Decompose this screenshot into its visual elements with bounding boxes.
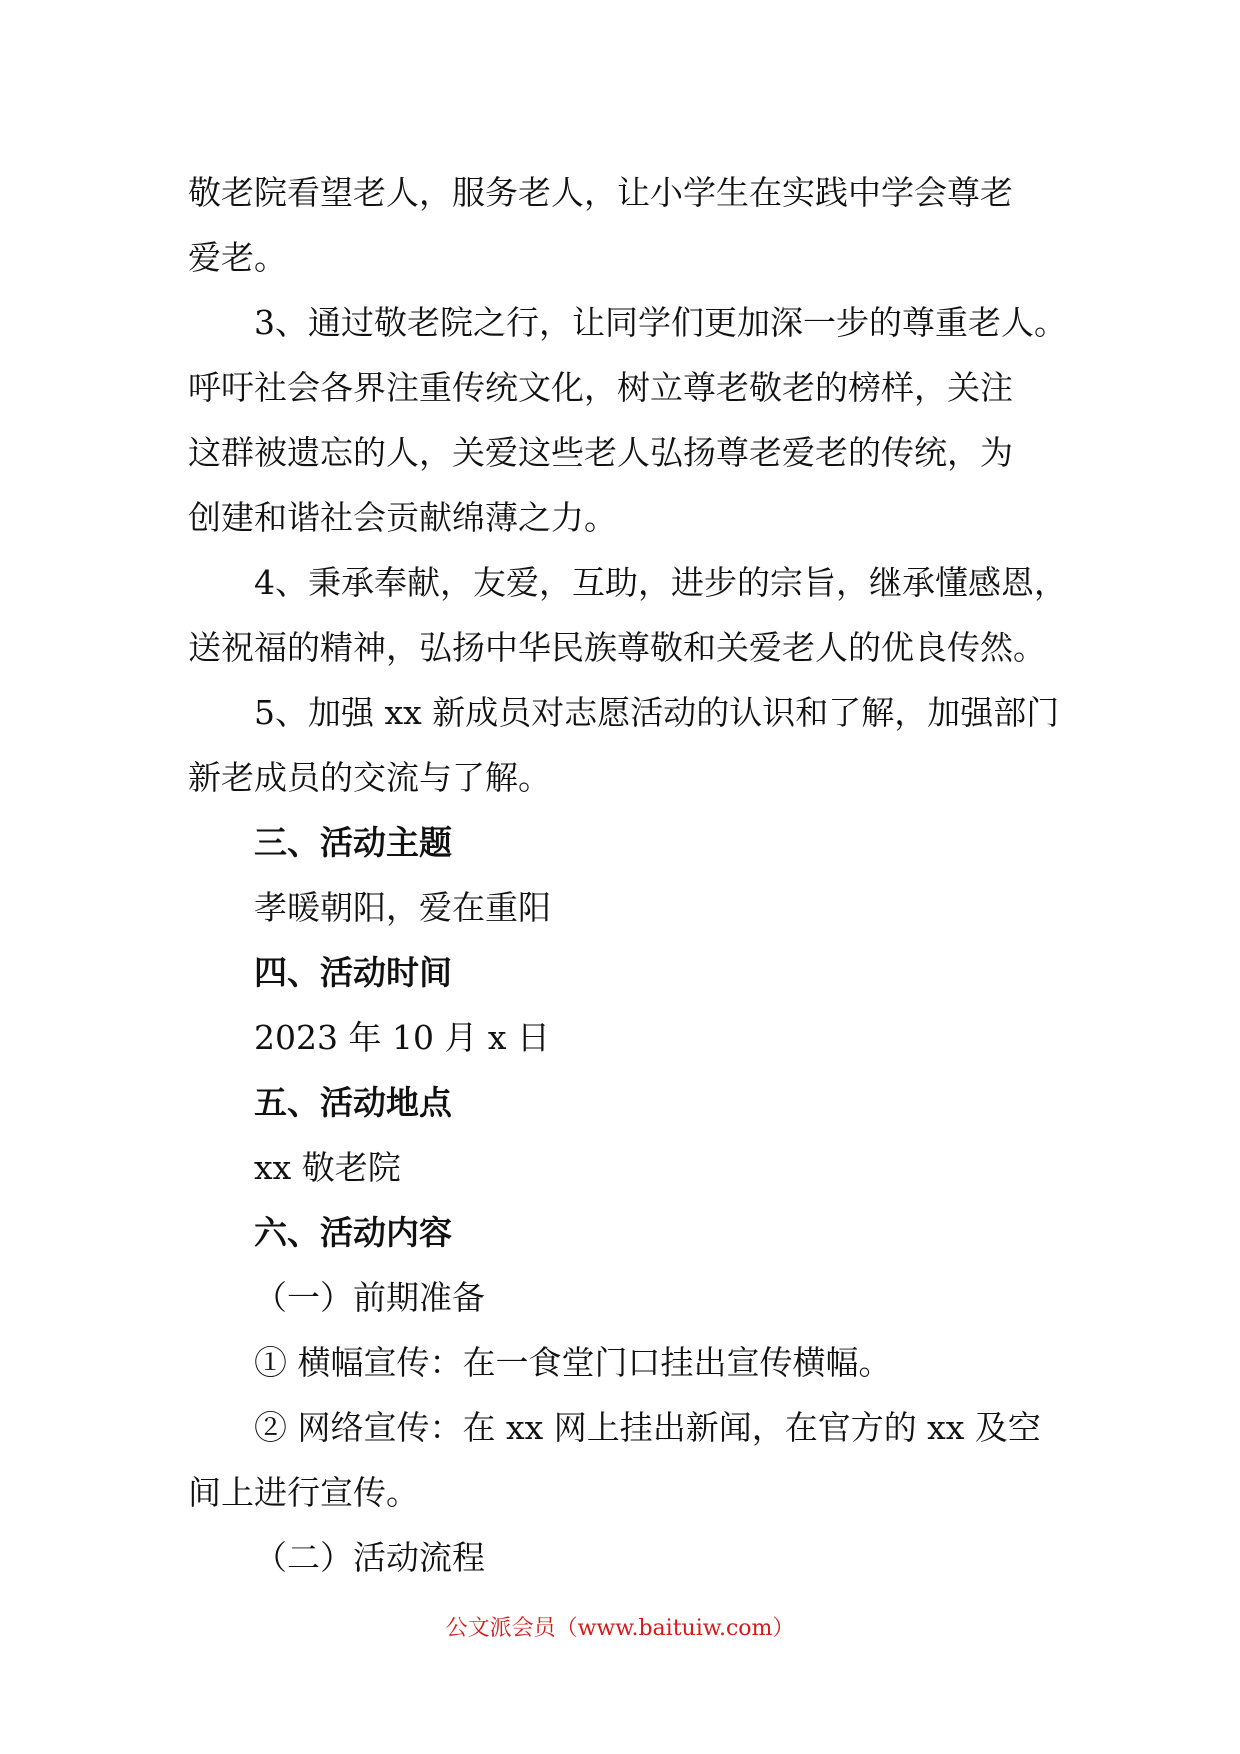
text-line: 新老成员的交流与了解。 [188,758,551,797]
text-line: 3、通过敬老院之行，让同学们更加深一步的尊重老人。 [254,303,1067,342]
subsection-heading-prep: （一）前期准备 [254,1278,485,1317]
text-line: 爱老。 [188,238,287,277]
section-text-time: 2023 年 10 月 x 日 [254,1018,551,1057]
section-heading-time: 四、活动时间 [254,953,452,992]
footer-watermark: 公文派会员（www.baituiw.com） [445,1616,795,1641]
subsection-heading-flow: （二）活动流程 [254,1538,485,1577]
section-heading-place: 五、活动地点 [254,1083,452,1122]
section-text-theme: 孝暖朝阳，爱在重阳 [254,888,551,927]
paragraph-3 [188,290,1068,550]
section-text-place: xx 敬老院 [254,1148,401,1187]
text-line: 5、加强 xx 新成员对志愿活动的认识和了解，加强部门 [254,693,1060,732]
text-line: 创建和谐社会贡献绵薄之力。 [188,498,617,537]
text-line: ② 网络宣传：在 xx 网上挂出新闻，在官方的 xx 及空 [254,1408,1041,1447]
list-item-network [188,1395,1068,1525]
text-line: 间上进行宣传。 [188,1473,419,1512]
paragraph-4 [188,550,1068,680]
text-line: 呼吁社会各界注重传统文化，树立尊老敬老的榜样，关注 [188,368,1013,407]
text-line: 敬老院看望老人，服务老人，让小学生在实践中学会尊老 [188,173,1013,212]
paragraph-continued [188,160,1068,290]
document-body [188,160,1068,1590]
text-line: 送祝福的精神，弘扬中华民族尊敬和关爱老人的优良传然。 [188,628,1046,667]
text-line: 4、秉承奉献，友爱，互助，进步的宗旨，继承懂感恩， [254,563,1067,602]
paragraph-5 [188,680,1068,810]
text-line: 这群被遗忘的人，关爱这些老人弘扬尊老爱老的传统，为 [188,433,1013,472]
section-heading-content: 六、活动内容 [254,1213,452,1252]
section-heading-theme: 三、活动主题 [254,823,452,862]
list-item-banner: ① 横幅宣传：在一食堂门口挂出宣传横幅。 [254,1343,892,1382]
